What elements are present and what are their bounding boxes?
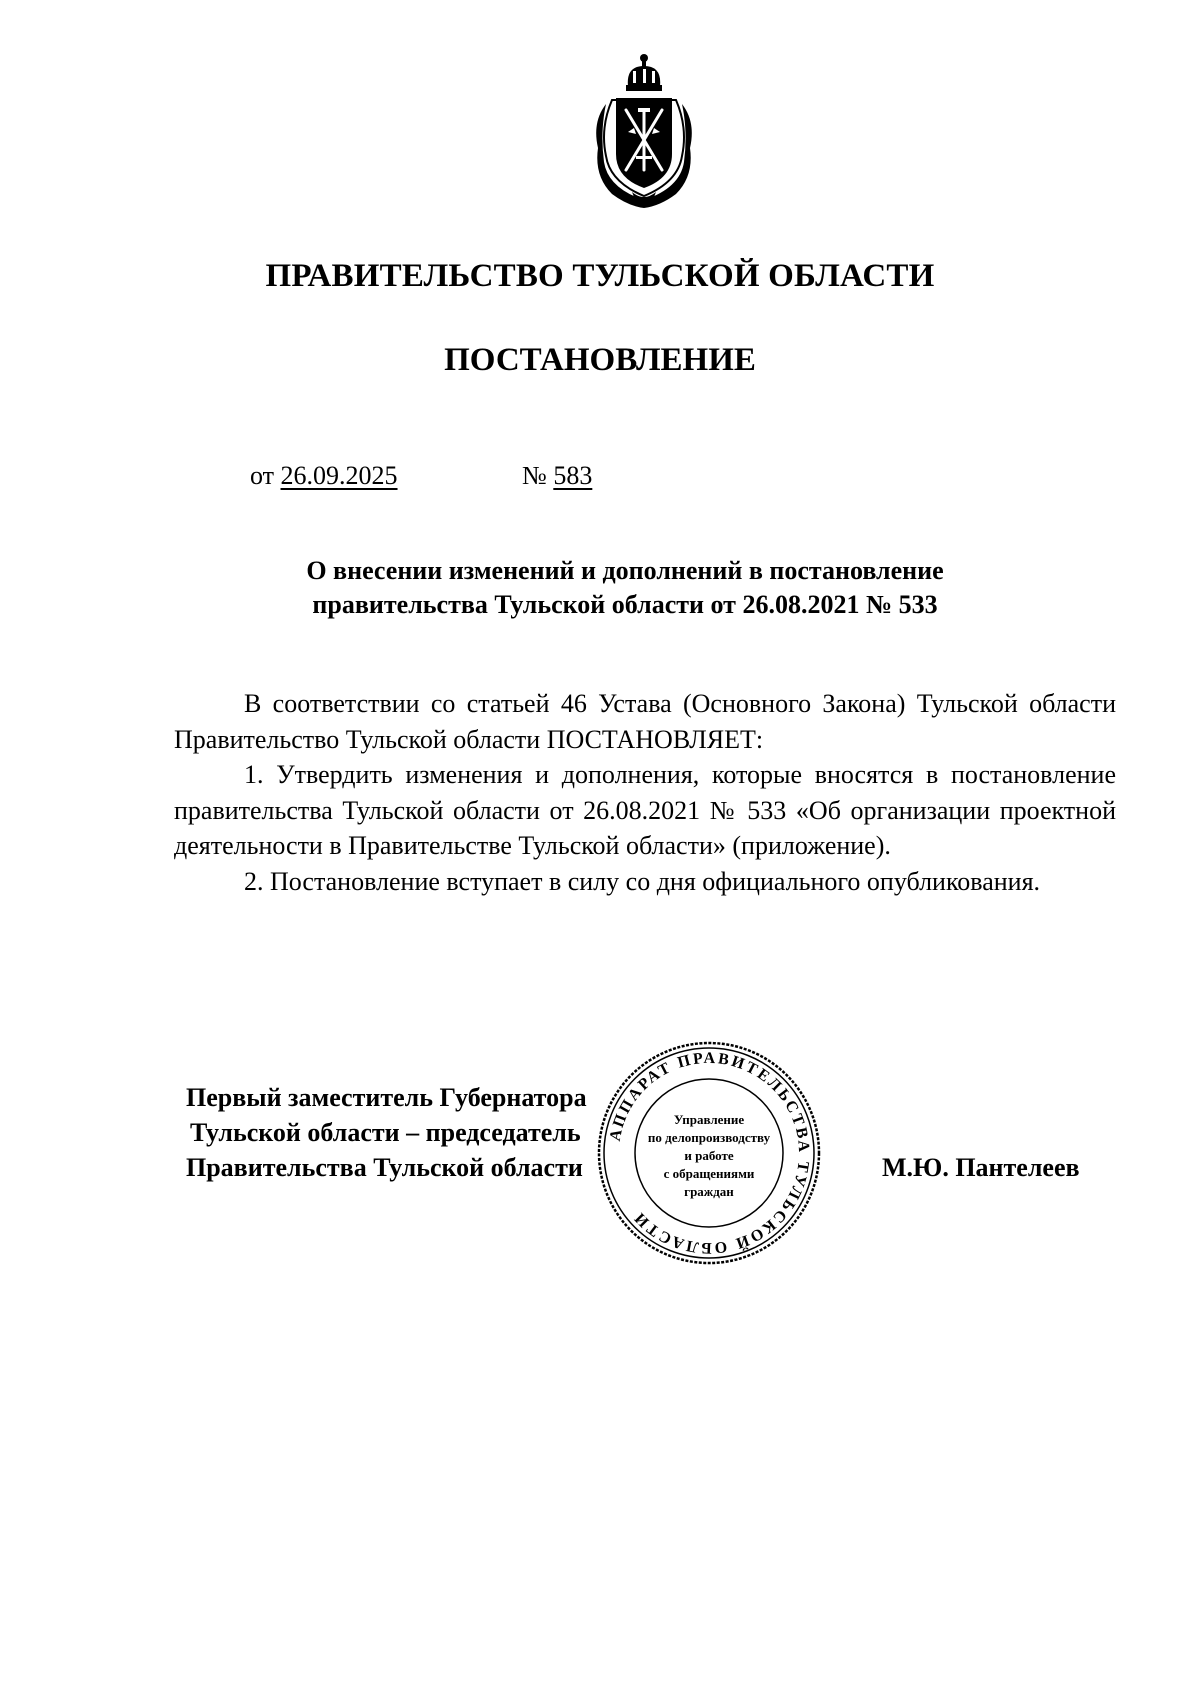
position-line-1: Первый заместитель Губернатора — [186, 1083, 587, 1112]
document-body — [174, 686, 1116, 899]
body-preamble: В соответствии со статьей 46 Устава (Основного Закона) Тульской области Правительство Тульской области ПОСТАНОВЛЯЕТ: — [174, 689, 1116, 754]
seal-center-line-1: Управление — [673, 1112, 745, 1127]
document-type: ПОСТАНОВЛЕНИЕ — [444, 342, 756, 378]
subject-line-1: О внесении изменений и дополнений в постановление — [306, 556, 944, 585]
official-seal-icon — [596, 1040, 822, 1266]
tula-coat-of-arms-icon — [588, 52, 700, 210]
seal-center-line-5: граждан — [684, 1184, 734, 1199]
subject-line-2: правительства Тульской области от 26.08.2021 № 533 — [312, 590, 938, 619]
position-line-2: Тульской области – председатель — [190, 1118, 581, 1147]
date-prefix: от — [250, 461, 275, 490]
signatory-name: М.Ю. Пантелеев — [882, 1153, 1080, 1182]
body-item-2: 2. Постановление вступает в силу со дня официального опубликования. — [244, 866, 1041, 896]
organization-title: ПРАВИТЕЛЬСТВО ТУЛЬСКОЙ ОБЛАСТИ — [265, 258, 935, 294]
document-subject — [240, 554, 1010, 622]
seal-center-line-4: с обращениями — [663, 1166, 755, 1181]
signatory-position — [186, 1080, 646, 1185]
date-value: 26.09.2025 — [280, 461, 398, 490]
body-item-1: 1. Утвердить изменения и дополнения, которые вносятся в постановление правительства Тульской области от 26.08.2021 № 533 «Об организации проектной деятельности в Правительстве Тульской области» (приложение). — [174, 760, 1116, 860]
seal-center-line-2: по делопроизводству — [647, 1130, 771, 1145]
document-date — [250, 460, 398, 492]
seal-ring-text: АППАРАТ ПРАВИТЕЛЬСТВА ТУЛЬСКОЙ ОБЛАСТИ — [606, 1049, 813, 1257]
position-line-3: Правительства Тульской области — [186, 1153, 583, 1182]
number-value: 583 — [553, 461, 593, 490]
document-number — [522, 460, 592, 492]
number-prefix: № — [522, 461, 547, 490]
seal-center-line-3: и работе — [684, 1148, 734, 1163]
